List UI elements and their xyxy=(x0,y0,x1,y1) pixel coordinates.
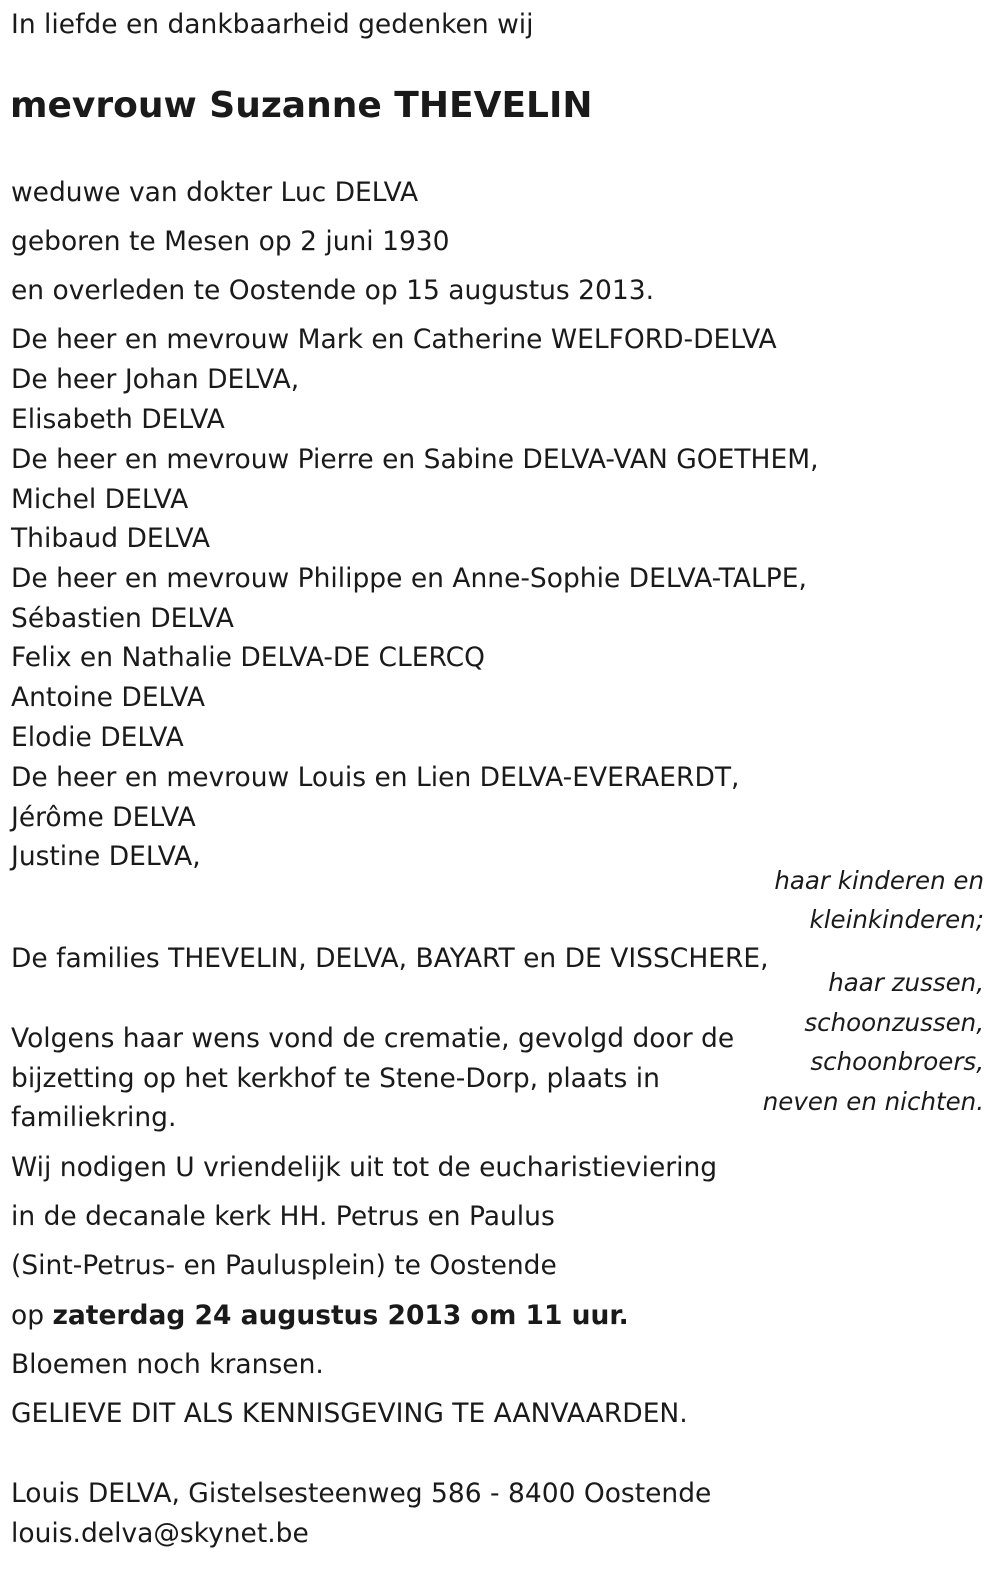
invitation-line: Wij nodigen U vriendelijk uit tot de eucharistieviering xyxy=(11,1152,718,1183)
families-line: De families THEVELIN, DELVA, BAYART en DE VISSCHERE, xyxy=(11,943,769,974)
relative-line: De heer en mevrouw Mark en Catherine WELFORD-DELVA xyxy=(11,324,777,355)
notice-text: GELIEVE DIT ALS KENNISGEVING TE AANVAARDEN. xyxy=(11,1398,688,1429)
families-label: schoonzussen, xyxy=(804,1008,984,1037)
intro-text: In liefde en dankbaarheid gedenken wij xyxy=(11,9,534,40)
deceased-name: mevrouw Suzanne THEVELIN xyxy=(10,85,593,126)
cremation-line: familiekring. xyxy=(11,1102,177,1133)
relative-line: De heer Johan DELVA, xyxy=(11,364,300,395)
invitation-line: in de decanale kerk HH. Petrus en Paulus xyxy=(11,1201,555,1232)
relative-line: Felix en Nathalie DELVA-DE CLERCQ xyxy=(11,642,485,673)
relatives-label: haar kinderen en xyxy=(774,866,984,895)
relative-line: De heer en mevrouw Louis en Lien DELVA-EVERAERDT, xyxy=(11,762,740,793)
relative-line: Antoine DELVA xyxy=(11,682,205,713)
service-date: zaterdag 24 augustus 2013 om 11 uur. xyxy=(52,1300,629,1331)
contact-email: louis.delva@skynet.be xyxy=(11,1518,309,1549)
service-date-prefix: op xyxy=(11,1300,53,1331)
contact-address: Louis DELVA, Gistelsesteenweg 586 - 8400 Oostende xyxy=(11,1478,712,1509)
relative-line: De heer en mevrouw Pierre en Sabine DELVA-VAN GOETHEM, xyxy=(11,444,819,475)
relative-line: Thibaud DELVA xyxy=(11,523,211,554)
relative-line: Elodie DELVA xyxy=(11,722,184,753)
relative-line: De heer en mevrouw Philippe en Anne-Sophie DELVA-TALPE, xyxy=(11,563,807,594)
relatives-label: kleinkinderen; xyxy=(809,905,984,934)
families-label: haar zussen, xyxy=(828,968,984,997)
invitation-line: (Sint-Petrus- en Paulusplein) te Oostende xyxy=(11,1250,557,1281)
cremation-line: bijzetting op het kerkhof te Stene-Dorp, plaats in xyxy=(11,1063,660,1094)
relative-line: Sébastien DELVA xyxy=(11,603,234,634)
relative-line: Michel DELVA xyxy=(11,484,189,515)
relative-line: Elisabeth DELVA xyxy=(11,404,225,435)
relative-line: Jérôme DELVA xyxy=(11,802,196,833)
bio-line: weduwe van dokter Luc DELVA xyxy=(11,177,419,208)
flowers-note: Bloemen noch kransen. xyxy=(11,1349,324,1380)
families-label: neven en nichten. xyxy=(762,1087,984,1116)
bio-line: geboren te Mesen op 2 juni 1930 xyxy=(11,226,450,257)
relative-line: Justine DELVA, xyxy=(11,841,201,872)
service-date-line xyxy=(11,1299,629,1333)
cremation-line: Volgens haar wens vond de crematie, gevolgd door de xyxy=(11,1023,735,1054)
families-label: schoonbroers, xyxy=(810,1047,984,1076)
bio-line: en overleden te Oostende op 15 augustus 2013. xyxy=(11,275,655,306)
